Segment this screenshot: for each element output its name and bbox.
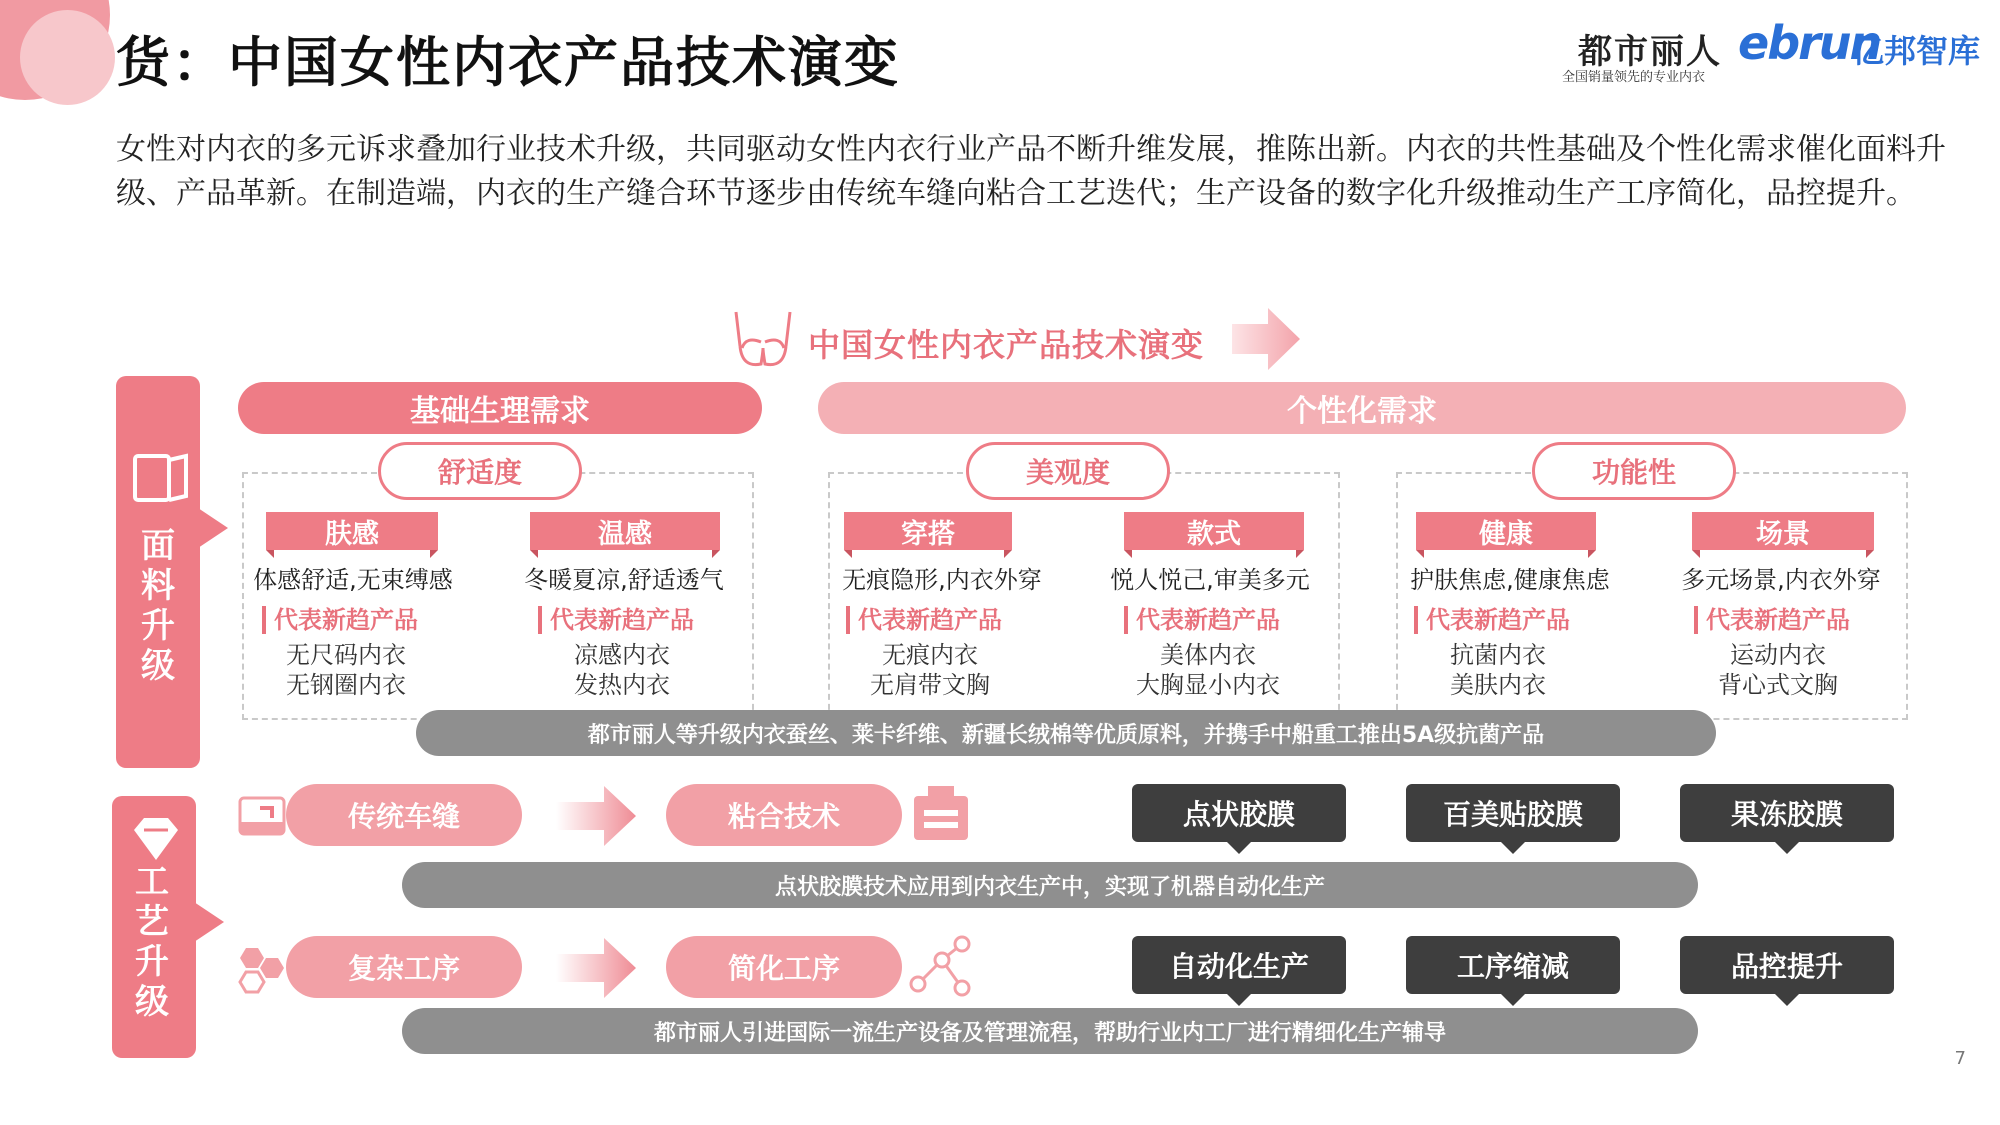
- process-tag: 品控提升: [1680, 936, 1894, 994]
- brand-name: 都市丽人: [1578, 32, 1722, 72]
- fabric-note-bar: 都市丽人等升级内衣蚕丝、莱卡纤维、新疆长绒棉等优质原料，并携手中船重工推出5A级抗菌产品: [416, 710, 1716, 756]
- product-item: 无痕内衣: [882, 641, 978, 669]
- ribbon-tag: 肤感: [266, 512, 438, 550]
- page-number: 7: [1954, 1048, 1966, 1069]
- need-description: 多元场景,内衣外穿: [1681, 566, 1881, 594]
- traditional-sewing-pill: 传统车缝: [286, 784, 522, 846]
- diagram-title: 中国女性内衣产品技术演变: [808, 326, 1205, 364]
- craft-upgrade-sidebar: [112, 796, 196, 1058]
- bonding-tech-pill: 粘合技术: [666, 784, 902, 846]
- group-label: 功能性: [1532, 442, 1736, 500]
- need-description: 悦人悦己,审美多元: [1110, 566, 1310, 594]
- process-tag: 自动化生产: [1132, 936, 1346, 994]
- product-item: 大胸显小内衣: [1136, 671, 1280, 699]
- group-label: 舒适度: [378, 442, 582, 500]
- ribbon-tag: 穿搭: [844, 512, 1012, 550]
- product-item: 无钢圈内衣: [286, 671, 406, 699]
- brand-tagline: 全国销量领先的专业内衣: [1562, 70, 1706, 85]
- ebrun-logo: ebrun: [1738, 16, 1881, 70]
- hexagon-icon: [232, 944, 284, 996]
- need-description: 体感舒适,无束缚感: [253, 566, 453, 594]
- ribbon-tag: 温感: [530, 512, 720, 550]
- fabric-upgrade-sidebar: [116, 376, 200, 768]
- decor-circle-small: [20, 10, 115, 105]
- personal-need-header: 个性化需求: [818, 382, 1906, 434]
- rep-products-label: 代表新趋产品: [846, 606, 1002, 634]
- product-item: 无肩带文胸: [870, 671, 990, 699]
- craft-note-bar: 点状胶膜技术应用到内衣生产中，实现了机器自动化生产: [402, 862, 1698, 908]
- rep-products-label: 代表新趋产品: [262, 606, 418, 634]
- sidebar-pointer: [194, 902, 224, 942]
- book-icon: [132, 452, 190, 504]
- basic-need-header: 基础生理需求: [238, 382, 762, 434]
- product-item: 发热内衣: [574, 671, 670, 699]
- rep-products-label: 代表新趋产品: [1694, 606, 1850, 634]
- ribbon-tag: 健康: [1416, 512, 1596, 550]
- product-item: 美肤内衣: [1450, 671, 1546, 699]
- process-tag: 工序缩减: [1406, 936, 1620, 994]
- ebrun-logo-cn: 亿邦智库: [1852, 32, 1981, 70]
- arrow-right-icon: [556, 938, 638, 998]
- product-item: 无尺码内衣: [286, 641, 406, 669]
- product-item: 运动内衣: [1730, 641, 1826, 669]
- craft-upgrade-label: 工艺升级: [135, 862, 169, 1022]
- network-icon: [908, 934, 974, 1000]
- product-item: 背心式文胸: [1718, 671, 1838, 699]
- complex-process-pill: 复杂工序: [286, 936, 522, 998]
- craft-note-bar: 都市丽人引进国际一流生产设备及管理流程，帮助行业内工厂进行精细化生产辅导: [402, 1008, 1698, 1054]
- intro-paragraph: 女性对内衣的多元诉求叠加行业技术升级，共同驱动女性内衣行业产品不断升维发展，推陈出新。内衣的共性基础及个性化需求催化面料升级、产品革新。在制造端，内衣的生产缝合环节逐步由传统车缝向粘合工艺迭代；生产设备的数字化升级推动生产工序简化，品控提升。: [116, 132, 1946, 211]
- need-description: 护肤焦虑,健康焦虑: [1410, 566, 1610, 594]
- product-item: 凉感内衣: [574, 641, 670, 669]
- bra-icon: [728, 306, 798, 372]
- sewing-machine-icon: [238, 792, 288, 840]
- product-item: 美体内衣: [1160, 641, 1256, 669]
- fabric-upgrade-label: 面料升级: [141, 526, 175, 686]
- need-description: 冬暖夏凉,舒适透气: [524, 566, 724, 594]
- diamond-icon: [130, 816, 182, 862]
- simplified-process-pill: 简化工序: [666, 936, 902, 998]
- page-title: 货：中国女性内衣产品技术演变: [116, 31, 900, 94]
- process-tag: 点状胶膜: [1132, 784, 1346, 842]
- process-tag: 百美贴胶膜: [1406, 784, 1620, 842]
- rep-products-label: 代表新趋产品: [1414, 606, 1570, 634]
- rep-products-label: 代表新趋产品: [538, 606, 694, 634]
- rep-products-label: 代表新趋产品: [1124, 606, 1280, 634]
- group-label: 美观度: [966, 442, 1170, 500]
- machine-icon: [910, 782, 972, 844]
- process-tag: 果冻胶膜: [1680, 784, 1894, 842]
- ribbon-tag: 款式: [1124, 512, 1304, 550]
- sidebar-pointer: [198, 508, 228, 548]
- arrow-right-icon: [556, 786, 638, 846]
- product-item: 抗菌内衣: [1450, 641, 1546, 669]
- ribbon-tag: 场景: [1692, 512, 1874, 550]
- arrow-right-icon: [1232, 306, 1302, 372]
- need-description: 无痕隐形,内衣外穿: [842, 566, 1042, 594]
